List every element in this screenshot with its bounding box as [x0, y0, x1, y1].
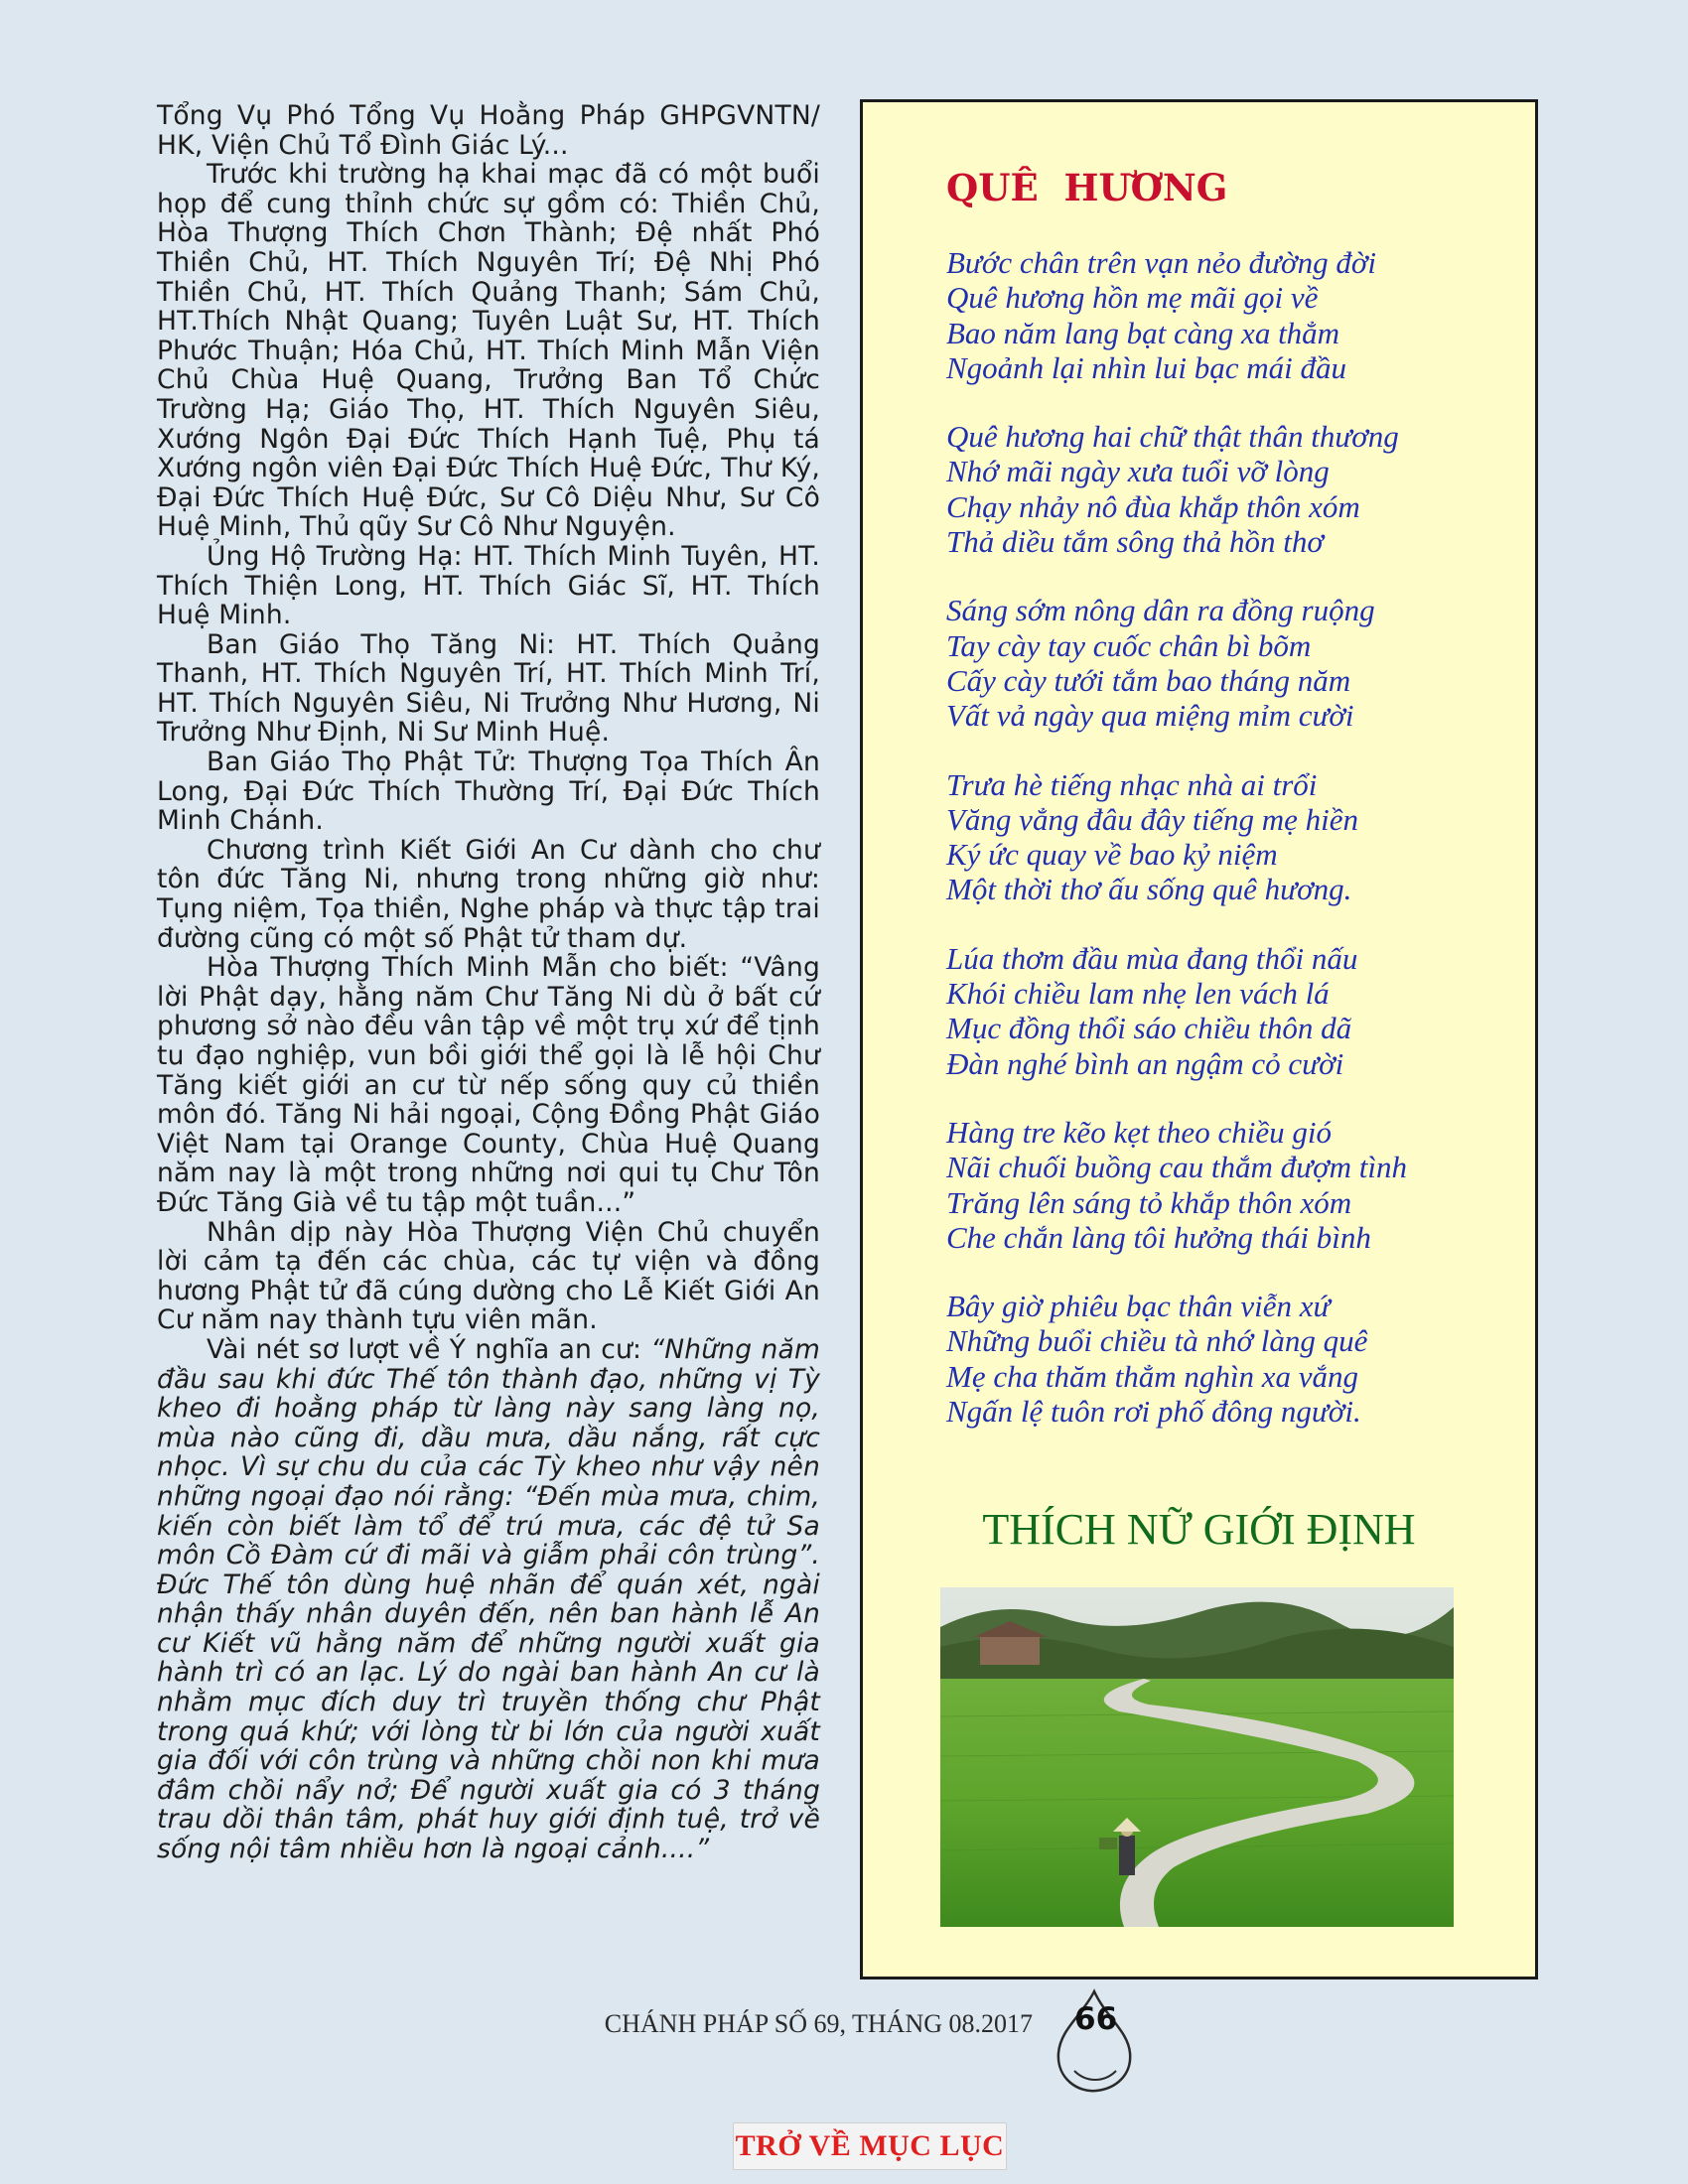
poem-line: Ký ức quay về bao kỷ niệm — [946, 837, 1278, 873]
poem-box — [860, 99, 1538, 1979]
paragraph-text: Vài nét sơ lượt về Ý nghĩa an cư: — [207, 1333, 651, 1365]
paragraph-text: Ban Giáo Thọ Tăng Ni: HT. Thích Quảng Thanh, HT. Thích Nguyên Trí, HT. Thích Minh Trí, HT. Thích Nguyên Siêu, Ni Trưởng Như Hương, Ni Trưởng Như Định, Ni Sư Minh Huệ. — [157, 628, 820, 749]
poem-line: Sáng sớm nông dân ra đồng ruộng — [946, 593, 1375, 628]
poem-author: THÍCH NỮ GIỚI ĐỊNH — [982, 1505, 1416, 1554]
poem-stanza — [946, 1115, 1522, 1255]
paragraph-text: Chương trình Kiết Giới An Cư dành cho chư tôn đức Tăng Ni, nhưng trong những giờ như: Tụng niệm, Tọa thiền, Nghe pháp và thực tập trai đường cũng có một số Phật tử tham dự. — [157, 834, 820, 954]
article-paragraph — [157, 1335, 820, 1864]
poem-line: Bao năm lang bạt càng xa thẳm — [946, 315, 1340, 350]
poem-line: Trăng lên sáng tỏ khắp thôn xóm — [946, 1184, 1352, 1220]
poem-line: Vất vả ngày qua miệng mỉm cười — [946, 698, 1354, 734]
poem-line: Đàn nghé bình an ngậm cỏ cười — [946, 1045, 1344, 1081]
poem-stanza — [946, 419, 1522, 559]
article-paragraph — [157, 748, 820, 836]
poem-title: QUÊ HƯƠNG — [946, 166, 1228, 209]
poem-stanza — [946, 593, 1522, 733]
poem-line: Những buổi chiều tà nhớ làng quê — [946, 1323, 1368, 1359]
paragraph-text: Hòa Thượng Thích Minh Mẫn cho biết: “Vâng lời Phật dạy, hằng năm Chư Tăng Ni dù ở bất cứ phương sở nào đều vân tập về một trụ xứ để tịnh tu đạo nghiệp, vun bồi giới thể gọi là lễ hội Chư Tăng kiết giới an cư từ nếp sống quy củ thiền môn đó. Tăng Ni hải ngoại, Cộng Đồng Phật Giáo Việt Nam tại Orange County, Chùa Huệ Quang năm nay là một trong những nơi qui tụ Chư Tôn Đức Tăng Già về tu tập một tuần...” — [157, 952, 820, 1218]
poem-line: Hàng tre kẽo kẹt theo chiều gió — [946, 1114, 1332, 1150]
paragraph-text: Trước khi trường hạ khai mạc đã có một buổi họp để cung thỉnh chức sự gồm có: Thiền Chủ, Hòa Thượng Thích Chơn Thành; Đệ nhất Phó Thiền Chủ, HT. Thích Nguyên Trí; Đệ Nhị Phó Thiền Chủ, HT. Thích Quảng Thanh; Sám Chủ, HT.Thích Nhật Quang; Tuyên Luật Sư, HT. Thích Phước Thuận; Hóa Chủ, HT. Thích Minh Mẫn Viện Chủ Chùa Huệ Quang, Trưởng Ban Tổ Chức Trường Hạ; Giáo Thọ, HT. Thích Nguyên Siêu, Xướng Ngôn Đại Đức Thích Hạnh Tuệ, Phụ tá Xướng ngôn viên Đại Đức Thích Huệ Đức, Thư Ký, Đại Đức Thích Huệ Đức, Sư Cô Diệu Như, Sư Cô Huệ Minh, Thủ qũy Sư Cô Như Nguyện. — [157, 159, 820, 543]
rice-field-photo — [940, 1587, 1454, 1927]
poem-line: Nhớ mãi ngày xưa tuổi vỡ lòng — [946, 454, 1330, 489]
article-paragraph — [157, 953, 820, 1217]
poem-line: Nãi chuối buồng cau thắm đượm tình — [946, 1150, 1407, 1185]
article-paragraph — [157, 630, 820, 748]
poem-line: Quê hương hai chữ thật thân thương — [946, 419, 1399, 455]
article-paragraph — [157, 836, 820, 953]
poem-line: Mục đồng thổi sáo chiều thôn dã — [946, 1011, 1352, 1046]
paragraph-text: Nhân dịp này Hòa Thượng Viện Chủ chuyển lời cảm tạ đến các chùa, các tự viện và đồng hương Phật tử đã cúng dường cho Lễ Kiết Giới An Cư năm nay thành tựu viên mãn. — [157, 1216, 820, 1336]
poem-line: Ngấn lệ tuôn rơi phố đông người. — [946, 1394, 1361, 1430]
paragraph-text: Ủng Hộ Trường Hạ: HT. Thích Minh Tuyên, HT. Thích Thiện Long, HT. Thích Giác Sĩ, HT. Thích Huệ Minh. — [157, 540, 820, 631]
poem-stanza — [946, 245, 1522, 385]
article-paragraph — [157, 1218, 820, 1335]
poem-line: Bước chân trên vạn nẻo đường đời — [946, 245, 1376, 280]
poem-stanza — [946, 767, 1522, 907]
poem-line: Quê hương hồn mẹ mãi gọi về — [946, 280, 1319, 316]
publication-info: CHÁNH PHÁP SỐ 69, THÁNG 08.2017 — [604, 2009, 1033, 2038]
poem-line: Lúa thơm đầu mùa đang thổi nấu — [946, 940, 1358, 976]
poem-line: Bây giờ phiêu bạc thân viễn xứ — [946, 1289, 1331, 1324]
article-paragraph — [157, 101, 820, 160]
poem-line: Tay cày tay cuốc chân bì bõm — [946, 627, 1312, 663]
poem-line: Ngoảnh lại nhìn lui bạc mái đầu — [946, 349, 1346, 385]
page-number: 66 — [1074, 2001, 1118, 2037]
poem-line: Thả diều tắm sông thả hồn thơ — [946, 524, 1324, 560]
article-paragraph — [157, 160, 820, 542]
poem-stanza — [946, 941, 1522, 1081]
article-text — [157, 101, 820, 1864]
rice-field-path-photo-icon — [940, 1587, 1454, 1927]
back-to-toc-button[interactable]: TRỞ VỀ MỤC LỤC — [733, 2122, 1007, 2170]
poem-line: Che chắn làng tôi hưởng thái bình — [946, 1219, 1371, 1255]
paragraph-text: Tổng Vụ Phó Tổng Vụ Hoằng Pháp GHPGVNTN/ HK, Viện Chủ Tổ Đình Giác Lý... — [157, 100, 820, 161]
paragraph-quote: “Những năm đầu sau khi đức Thế tôn thành đạo, những vị Tỳ kheo đi hoằng pháp từ làng này sang làng nọ, mùa nào cũng đi, dầu mưa, dầu nắng, rất cực nhọc. Vì sự chu du của các Tỳ kheo như vậy nên những ngoại đạo nói rằng: “Đến mùa mưa, chim, kiến còn biết làm tổ để trú mưa, các đệ tử Sa môn Cồ Đàm cứ đi mãi và giẫm phải côn trùng”. Đức Thế tôn dùng huệ nhãn để quán xét, ngài nhận thấy nhân duyên đến, nên ban hành lễ An cư Kiết vũ hằng năm để những người xuất gia hành trì có an lạc. Lý do ngài ban hành An cư là nhằm mục đích duy trì truyền thống chư Phật trong quá khứ; với lòng từ bi lớn của người xuất gia đối với côn trùng và những chồi non khi mưa đâm chồi nẩy nở; Để người xuất gia có 3 tháng trau dồi thân tâm, phát huy giới định tuệ, trở về sống nội tâm nhiều hơn là ngoại cảnh....” — [157, 1333, 820, 1865]
poem-line: Văng vẳng đâu đây tiếng mẹ hiền — [946, 801, 1358, 837]
poem-line: Mẹ cha thăm thẳm nghìn xa vắng — [946, 1358, 1358, 1394]
article-paragraph — [157, 542, 820, 630]
poem-line: Một thời thơ ấu sống quê hương. — [946, 872, 1352, 907]
poem-line: Trưa hè tiếng nhạc nhà ai trổi — [946, 766, 1318, 802]
paragraph-text: Ban Giáo Thọ Phật Tử: Thượng Tọa Thích Ân Long, Đại Đức Thích Thường Trí, Đại Đức Thích Minh Chánh. — [157, 747, 820, 837]
poem-stanza — [946, 1289, 1522, 1429]
poem-line: Khói chiều lam nhẹ len vách lá — [946, 976, 1330, 1012]
poem-stanzas — [946, 245, 1522, 1462]
poem-line: Cấy cày tưới tắm bao tháng năm — [946, 662, 1351, 698]
page-footer — [0, 1997, 1688, 2097]
poem-line: Chạy nhảy nô đùa khắp thôn xóm — [946, 488, 1360, 524]
